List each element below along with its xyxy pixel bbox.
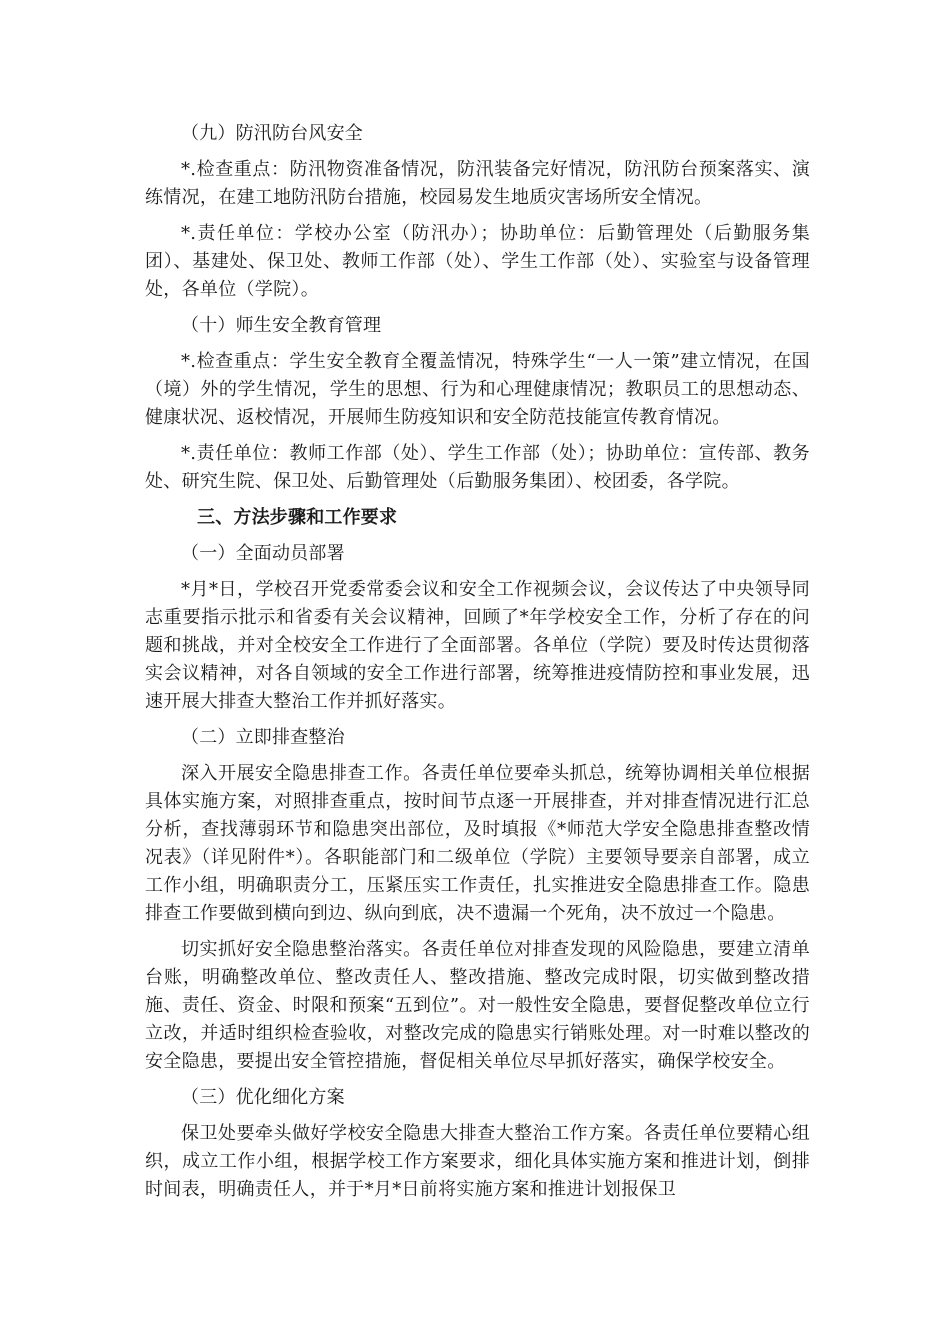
paragraph-optimize: 保卫处要牵头做好学校安全隐患大排查大整治工作方案。各责任单位要精心组织，成立工作小组，根据学校工作方案要求，细化具体实施方案和推进计划，倒排时间表，明确责任人，并于*月*日前将实施方案和推进计划报保卫 [145,1123,810,1200]
subsection-heading-education: （十）师生安全教育管理 [181,315,382,336]
paragraph-education-responsibility: *.责任单位：教师工作部（处）、学生工作部（处）；协助单位：宣传部、教务处、研究生院、保卫处、后勤管理处（后勤服务集团）、校团委，各学院。 [145,443,810,492]
section-heading-methods: 三、方法步骤和工作要求 [197,507,398,528]
paragraph-education-checkpoints: *.检查重点：学生安全教育全覆盖情况，特殊学生“一人一策”建立情况，在国（境）外的学生情况，学生的思想、行为和心理健康情况；教职员工的思想动态、健康状况、返校情况，开展师生防疫知识和安全防范技能宣传教育情况。 [145,351,810,428]
subsection-heading-mobilize: （一）全面动员部署 [181,543,345,564]
subsection-heading-optimize: （三）优化细化方案 [181,1087,345,1108]
paragraph-flood-checkpoints: *.检查重点：防汛物资准备情况，防汛装备完好情况，防汛防台预案落实、演练情况，在建工地防汛防台措施，校园易发生地质灾害场所安全情况。 [145,159,810,208]
subsection-heading-inspect: （二）立即排查整治 [181,727,345,748]
paragraph-inspect-2: 切实抓好安全隐患整治落实。各责任单位对排查发现的风险隐患，要建立清单台账，明确整改单位、整改责任人、整改措施、整改完成时限，切实做到整改措施、责任、资金、时限和预案“五到位”。对一般性安全隐患，要督促整改单位立行立改，并适时组织检查验收，对整改完成的隐患实行销账处理。对一时难以整改的安全隐患，要提出安全管控措施，督促相关单位尽早抓好落实，确保学校安全。 [145,939,810,1072]
document-page [145,120,810,1212]
paragraph-mobilize: *月*日，学校召开党委常委会议和安全工作视频会议，会议传达了中央领导同志重要指示批示和省委有关会议精神，回顾了*年学校安全工作，分析了存在的问题和挑战，并对全校安全工作进行了全面部署。各单位（学院）要及时传达贯彻落实会议精神，对各自领域的安全工作进行部署，统筹推进疫情防控和事业发展，迅速开展大排查大整治工作并抓好落实。 [145,579,810,712]
subsection-heading-flood: （九）防汛防台风安全 [181,123,363,144]
paragraph-flood-responsibility: *.责任单位：学校办公室（防汛办）；协助单位：后勤管理处（后勤服务集团）、基建处、保卫处、教师工作部（处）、学生工作部（处）、实验室与设备管理处，各单位（学院）。 [145,223,810,300]
paragraph-inspect-1: 深入开展安全隐患排查工作。各责任单位要牵头抓总，统筹协调相关单位根据具体实施方案，对照排查重点，按时间节点逐一开展排查，并对排查情况进行汇总分析，查找薄弱环节和隐患突出部位，及时填报《*师范大学安全隐患排查整改情况表》（详见附件*）。各职能部门和二级单位（学院）主要领导要亲自部署，成立工作小组，明确职责分工，压紧压实工作责任，扎实推进安全隐患排查工作。隐患排查工作要做到横向到边、纵向到底，决不遗漏一个死角，决不放过一个隐患。 [145,763,810,924]
